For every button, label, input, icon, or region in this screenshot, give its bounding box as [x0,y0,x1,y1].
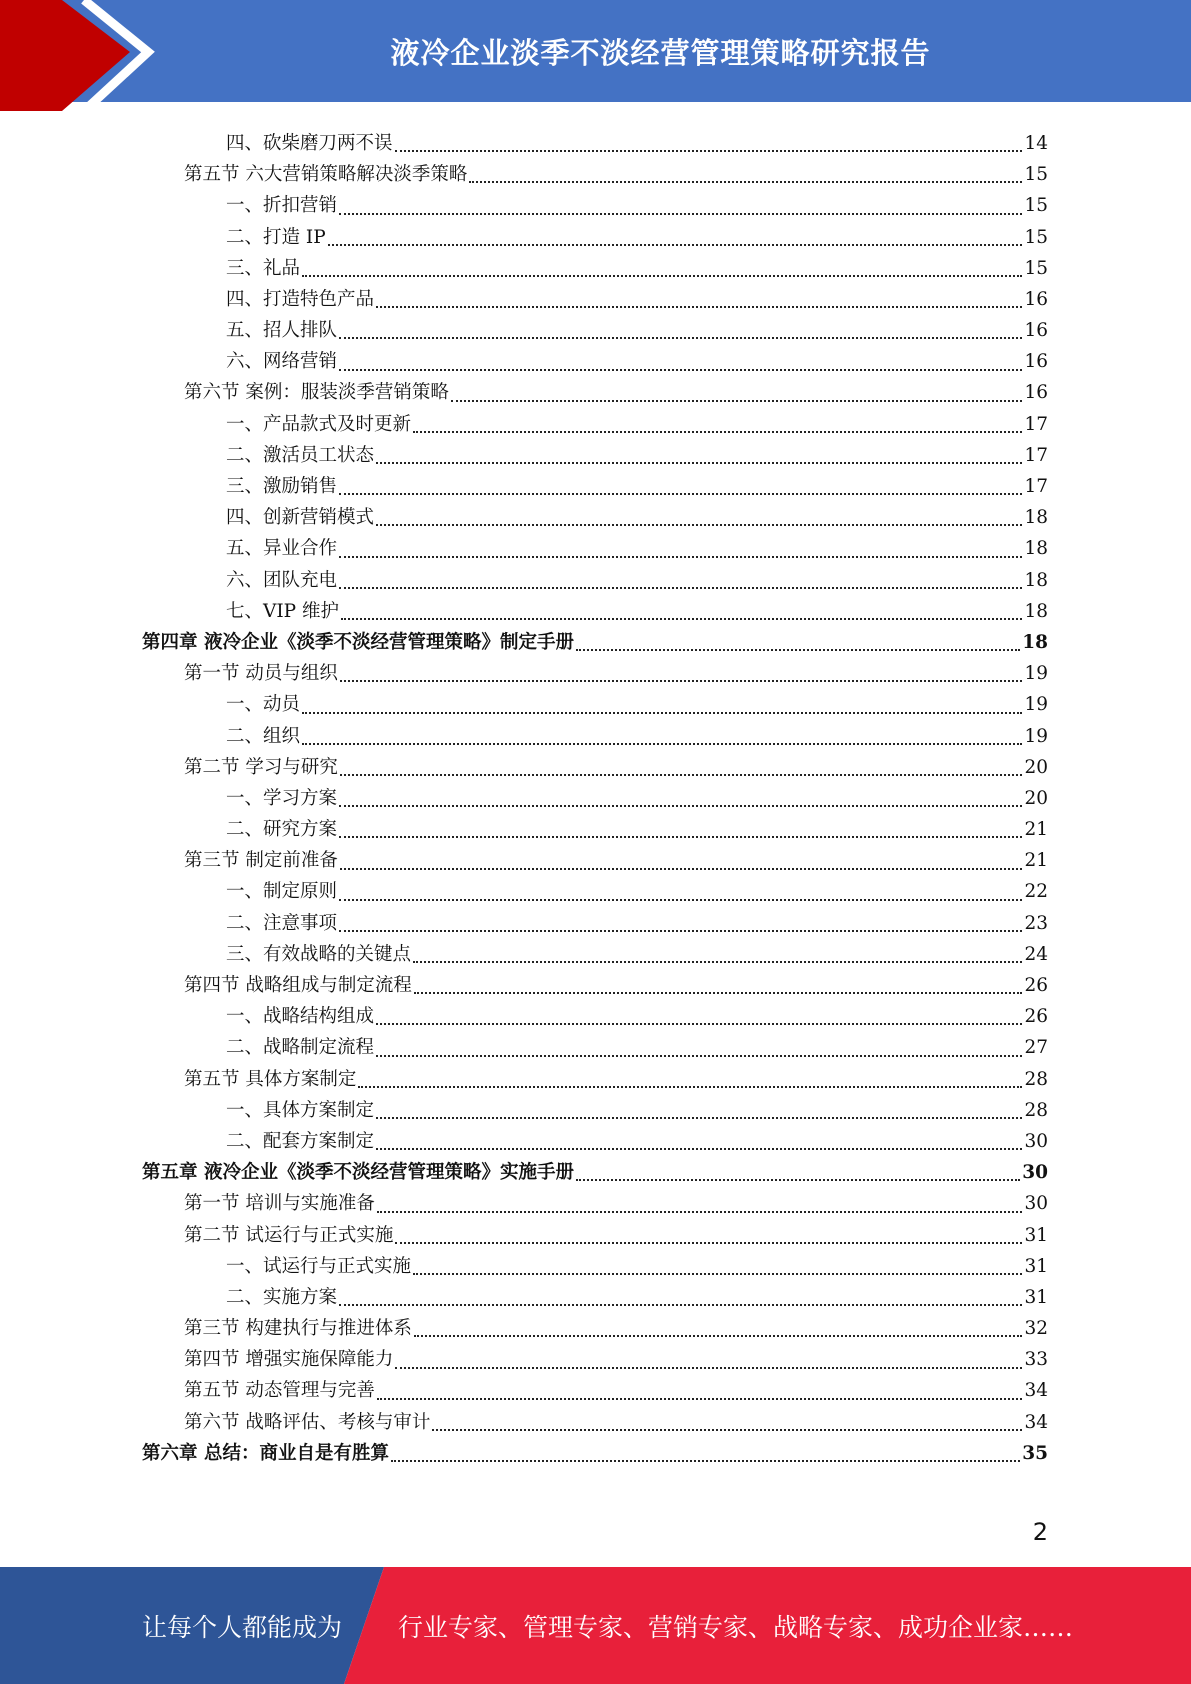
toc-entry-item[interactable] [142,596,1048,627]
toc-dot-leader [302,712,1022,714]
toc-entry-chapter[interactable] [142,1438,1048,1469]
toc-entry-page: 30 [1024,1193,1048,1215]
toc-entry-label: 六、团队充电 [226,569,338,591]
toc-entry-label: 一、学习方案 [226,787,338,809]
toc-entry-label: 第五节 动态管理与完善 [184,1380,375,1402]
toc-entry-label: 二、研究方案 [226,819,338,841]
toc-entry-section[interactable] [142,970,1048,1001]
toc-entry-item[interactable] [142,814,1048,845]
toc-dot-leader [341,618,1022,620]
toc-entry-chapter[interactable] [142,1157,1048,1188]
toc-entry-label: 二、注意事项 [226,912,338,934]
toc-dot-leader [339,369,1022,371]
toc-entry-section[interactable] [142,658,1048,689]
toc-entry-page: 26 [1024,1006,1048,1028]
toc-entry-label: 三、礼品 [226,257,301,279]
toc-entry-label: 一、试运行与正式实施 [226,1255,412,1277]
toc-entry-page: 17 [1024,413,1048,435]
toc-entry-label: 第四章 液冷企业《淡季不淡经营管理策略》制定手册 [142,631,574,653]
toc-entry-page: 34 [1024,1411,1048,1433]
toc-entry-page: 34 [1024,1380,1048,1402]
toc-entry-page: 32 [1024,1318,1048,1340]
toc-dot-leader [395,1242,1022,1244]
toc-entry-label: 一、动员 [226,694,301,716]
toc-entry-page: 35 [1022,1442,1048,1464]
toc-entry-page: 33 [1024,1349,1048,1371]
toc-dot-leader [339,930,1022,932]
toc-entry-page: 26 [1024,975,1048,997]
toc-entry-item[interactable] [142,565,1048,596]
toc-entry-page: 15 [1024,226,1048,248]
toc-entry-item[interactable] [142,1032,1048,1063]
toc-entry-page: 16 [1024,382,1048,404]
header-banner [0,0,1191,111]
toc-entry-page: 20 [1024,787,1048,809]
toc-entry-item[interactable] [142,222,1048,253]
toc-entry-label: 第五章 液冷企业《淡季不淡经营管理策略》实施手册 [142,1162,574,1184]
table-of-contents [142,128,1048,1469]
toc-entry-label: 第五节 具体方案制定 [184,1068,357,1090]
toc-entry-label: 二、战略制定流程 [226,1037,375,1059]
toc-entry-item[interactable] [142,533,1048,564]
toc-dot-leader [376,1055,1022,1057]
toc-entry-label: 第一节 培训与实施准备 [184,1193,375,1215]
toc-entry-label: 二、激活员工状态 [226,444,375,466]
toc-entry-label: 四、创新营销模式 [226,507,375,529]
toc-entry-section[interactable] [142,378,1048,409]
toc-entry-item[interactable] [142,502,1048,533]
toc-entry-label: 七、VIP 维护 [226,600,339,622]
toc-dot-leader [358,1086,1022,1088]
toc-dot-leader [377,1398,1023,1400]
toc-dot-leader [376,306,1022,308]
toc-entry-item[interactable] [142,783,1048,814]
toc-entry-label: 二、组织 [226,725,301,747]
toc-dot-leader [340,680,1023,682]
toc-entry-page: 16 [1024,320,1048,342]
toc-entry-page: 18 [1024,600,1048,622]
toc-entry-label: 二、实施方案 [226,1286,338,1308]
toc-dot-leader [413,431,1022,433]
toc-entry-label: 第六节 案例：服装淡季营销策略 [184,382,449,404]
toc-entry-page: 17 [1024,444,1048,466]
toc-entry-page: 16 [1024,288,1048,310]
toc-entry-item[interactable] [142,190,1048,221]
toc-dot-leader [339,493,1022,495]
toc-entry-section[interactable] [142,845,1048,876]
footer-slogan-left: 让每个人都能成为 [142,1612,343,1642]
toc-dot-leader [376,1117,1022,1119]
toc-entry-label: 六、网络营销 [226,351,338,373]
toc-entry-label: 四、打造特色产品 [226,288,375,310]
toc-entry-label: 第三节 制定前准备 [184,850,338,872]
toc-entry-page: 28 [1024,1068,1048,1090]
toc-dot-leader [340,774,1023,776]
toc-dot-leader [376,462,1022,464]
toc-entry-section[interactable] [142,1220,1048,1251]
toc-entry-page: 16 [1024,351,1048,373]
toc-entry-page: 19 [1024,694,1048,716]
toc-entry-item[interactable] [142,1126,1048,1157]
toc-entry-page: 20 [1024,756,1048,778]
toc-entry-page: 31 [1024,1255,1048,1277]
toc-entry-label: 第二节 试运行与正式实施 [184,1224,394,1246]
toc-entry-section[interactable] [142,159,1048,190]
toc-entry-section[interactable] [142,752,1048,783]
toc-entry-label: 第四节 增强实施保障能力 [184,1349,394,1371]
toc-dot-leader [451,400,1023,402]
toc-entry-page: 19 [1024,725,1048,747]
toc-entry-page: 15 [1024,164,1048,186]
toc-entry-label: 三、激励销售 [226,476,338,498]
toc-dot-leader [376,1023,1022,1025]
toc-entry-page: 24 [1024,943,1048,965]
toc-entry-label: 第一节 动员与组织 [184,663,338,685]
toc-entry-label: 二、打造 IP [226,226,326,248]
toc-dot-leader [413,961,1022,963]
toc-entry-page: 19 [1024,663,1048,685]
toc-dot-leader [469,181,1022,183]
report-title: 液冷企业淡季不淡经营管理策略研究报告 [390,35,931,70]
toc-entry-section[interactable] [142,1188,1048,1219]
toc-entry-item[interactable] [142,346,1048,377]
toc-dot-leader [576,649,1020,651]
toc-entry-page: 22 [1024,881,1048,903]
toc-dot-leader [302,743,1022,745]
toc-dot-leader [413,1273,1022,1275]
toc-dot-leader [339,213,1022,215]
toc-dot-leader [328,244,1023,246]
toc-entry-section[interactable] [142,1407,1048,1438]
toc-dot-leader [395,1367,1022,1369]
toc-dot-leader [339,1304,1022,1306]
toc-dot-leader [395,150,1023,152]
toc-entry-item[interactable] [142,689,1048,720]
toc-entry-page: 31 [1024,1286,1048,1308]
toc-entry-item[interactable] [142,471,1048,502]
toc-entry-label: 第四节 战略组成与制定流程 [184,975,412,997]
toc-entry-label: 五、异业合作 [226,538,338,560]
toc-entry-item[interactable] [142,908,1048,939]
toc-entry-page: 30 [1022,1162,1048,1184]
toc-entry-label: 四、砍柴磨刀两不误 [226,132,393,154]
toc-entry-item[interactable] [142,128,1048,159]
toc-entry-label: 五、招人排队 [226,320,338,342]
toc-dot-leader [432,1429,1022,1431]
toc-entry-page: 18 [1024,507,1048,529]
toc-entry-item[interactable] [142,877,1048,908]
toc-dot-leader [339,805,1022,807]
toc-entry-item[interactable] [142,939,1048,970]
toc-entry-item[interactable] [142,284,1048,315]
toc-entry-label: 第二节 学习与研究 [184,756,338,778]
toc-entry-item[interactable] [142,1251,1048,1282]
toc-entry-page: 31 [1024,1224,1048,1246]
toc-dot-leader [391,1460,1020,1462]
toc-entry-label: 第六章 总结：商业自是有胜算 [142,1442,389,1464]
toc-dot-leader [340,868,1023,870]
toc-dot-leader [414,1335,1023,1337]
toc-entry-page: 28 [1024,1099,1048,1121]
toc-entry-label: 一、产品款式及时更新 [226,413,412,435]
toc-entry-label: 一、具体方案制定 [226,1099,375,1121]
toc-entry-label: 第三节 构建执行与推进体系 [184,1318,412,1340]
toc-entry-section[interactable] [142,1064,1048,1095]
toc-dot-leader [376,524,1022,526]
toc-entry-label: 三、有效战略的关键点 [226,943,412,965]
toc-entry-page: 18 [1024,538,1048,560]
footer-slogan-right: 行业专家、管理专家、营销专家、战略专家、成功企业家…… [398,1612,1074,1642]
toc-entry-page: 21 [1024,819,1048,841]
toc-entry-page: 27 [1024,1037,1048,1059]
toc-dot-leader [377,1211,1023,1213]
toc-entry-page: 17 [1024,476,1048,498]
toc-dot-leader [339,899,1022,901]
toc-dot-leader [302,275,1022,277]
toc-entry-label: 第五节 六大营销策略解决淡季策略 [184,164,468,186]
toc-entry-label: 一、战略结构组成 [226,1006,375,1028]
toc-entry-item[interactable] [142,1001,1048,1032]
toc-entry-label: 一、折扣营销 [226,195,338,217]
toc-entry-page: 30 [1024,1130,1048,1152]
toc-entry-item[interactable] [142,409,1048,440]
toc-entry-label: 二、配套方案制定 [226,1130,375,1152]
toc-dot-leader [339,587,1022,589]
toc-entry-item[interactable] [142,315,1048,346]
toc-entry-page: 18 [1022,631,1048,653]
toc-dot-leader [339,836,1022,838]
toc-entry-label: 一、制定原则 [226,881,338,903]
toc-entry-section[interactable] [142,1313,1048,1344]
toc-entry-item[interactable] [142,440,1048,471]
toc-entry-section[interactable] [142,1344,1048,1375]
toc-dot-leader [376,1148,1022,1150]
toc-dot-leader [339,556,1022,558]
toc-entry-item[interactable] [142,1095,1048,1126]
toc-entry-page: 15 [1024,195,1048,217]
toc-dot-leader [576,1179,1020,1181]
toc-entry-page: 18 [1024,569,1048,591]
footer-banner [0,1567,1191,1684]
toc-entry-page: 14 [1024,132,1048,154]
toc-entry-page: 15 [1024,257,1048,279]
toc-entry-page: 21 [1024,850,1048,872]
toc-entry-label: 第六节 战略评估、考核与审计 [184,1411,431,1433]
toc-dot-leader [339,337,1022,339]
toc-entry-item[interactable] [142,1282,1048,1313]
toc-dot-leader [414,992,1023,994]
page-number: 2 [1032,1518,1048,1546]
toc-entry-section[interactable] [142,1376,1048,1407]
toc-entry-item[interactable] [142,253,1048,284]
toc-entry-item[interactable] [142,721,1048,752]
toc-entry-page: 23 [1024,912,1048,934]
toc-entry-chapter[interactable] [142,627,1048,658]
